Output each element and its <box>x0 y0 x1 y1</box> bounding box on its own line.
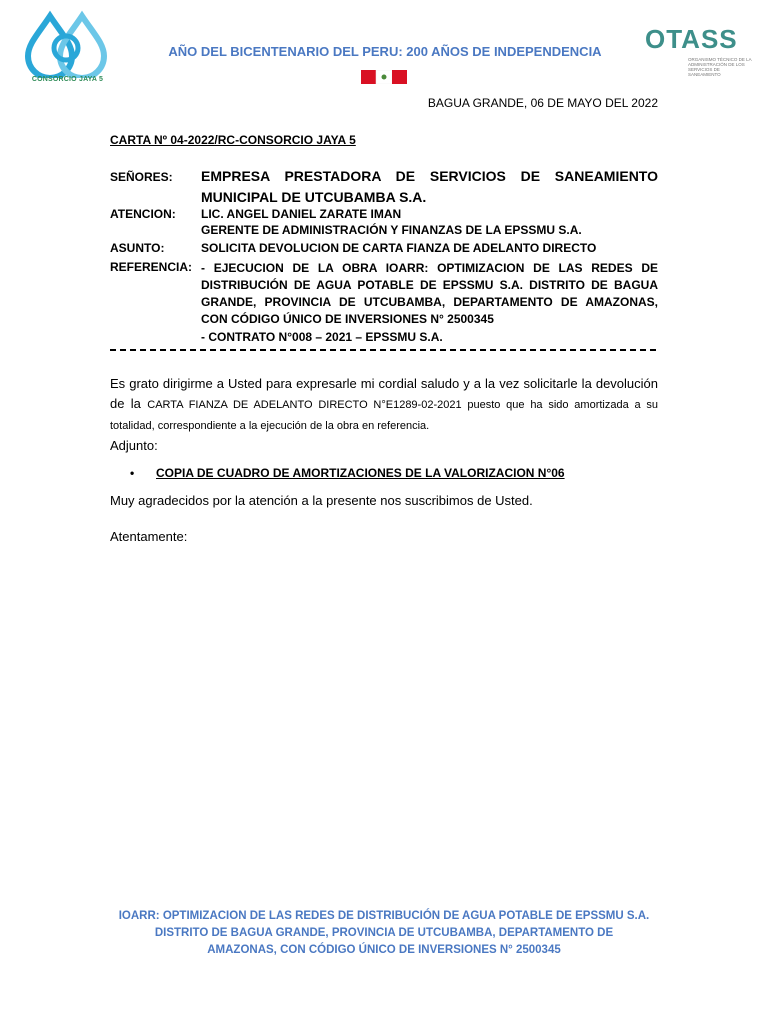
senores-value: EMPRESA PRESTADORA DE SERVICIOS DE SANEAMIENTO MUNICIPAL DE UTCUBAMBA S.A. <box>201 168 658 205</box>
senores-row <box>110 166 658 210</box>
body-part-3: puesto que ha sido amortizada a su totalidad, correspondiente a la ejecución de la obra en referencia. <box>110 399 659 432</box>
referencia-contrato: - CONTRATO N°008 – 2021 – EPSSMU S.A. <box>201 330 443 344</box>
closing-text: Muy agradecidos por la atención a la presente nos suscribimos de Usted. <box>110 493 533 508</box>
carta-number: CARTA Nº 04-2022/RC-CONSORCIO JAYA 5 <box>110 133 356 147</box>
date-line: BAGUA GRANDE, 06 DE MAYO DEL 2022 <box>427 96 658 110</box>
referencia-row <box>110 260 658 346</box>
footer-line-2: DISTRITO DE BAGUA GRANDE, PROVINCIA DE UTCUBAMBA, DEPARTAMENTO DE <box>154 927 614 939</box>
atencion-role: GERENTE DE ADMINISTRACIÓN Y FINANZAS DE LA EPSSMU S.A. <box>201 223 582 237</box>
body-paragraph <box>110 374 658 436</box>
water-drop-icon <box>20 8 115 78</box>
senores-label: SEÑORES: <box>110 170 173 184</box>
carta-fianza-ref: CARTA FIANZA DE ADELANTO DIRECTO N°E1289-02-2021 <box>147 399 462 411</box>
otass-logo <box>640 24 752 84</box>
referencia-label: REFERENCIA: <box>110 260 193 274</box>
atencion-row <box>110 207 658 241</box>
atencion-name: LIC. ANGEL DANIEL ZARATE IMAN <box>201 207 402 221</box>
footer-line-1: IOARR: OPTIMIZACION DE LAS REDES DE DISTRIBUCIÓN DE AGUA POTABLE DE EPSSMU S.A. <box>118 910 650 922</box>
body-part-1: Es grato dirigirme a Usted para expresarle mi cordial saludo y a la vez solicitarle la devolución de la <box>110 376 658 411</box>
header-title: AÑO DEL BICENTENARIO DEL PERU: 200 AÑOS DE INDEPENDENCIA <box>168 44 602 59</box>
otass-logo-word: OTASS <box>645 24 738 54</box>
atencion-label: ATENCION: <box>110 207 176 221</box>
asunto-row <box>110 241 658 258</box>
footer <box>90 908 678 959</box>
attachment-item: COPIA DE CUADRO DE AMORTIZACIONES DE LA VALORIZACION N°06 <box>156 466 565 480</box>
asunto-label: ASUNTO: <box>110 241 165 255</box>
referencia-value: - EJECUCION DE LA OBRA IOARR: OPTIMIZACION DE LAS REDES DE DISTRIBUCIÓN DE AGUA POTABLE DE EPSSMU S.A. DISTRITO DE BAGUA GRANDE, PROVINCIA DE UTCUBAMBA, DEPARTAMENTO DE AMAZONAS, CON CÓDIGO ÚNICO DE INVERSIONES N° 2500345 <box>201 261 658 326</box>
otass-logo-subtitle: ORGANISMO TÉCNICO DE LA ADMINISTRACIÓN DE LOS SERVICIOS DE SANEAMIENTO <box>688 57 752 77</box>
signoff-text: Atentamente: <box>110 529 188 544</box>
consorcio-jaya-logo <box>20 8 115 90</box>
peru-flag-icon <box>361 70 407 89</box>
footer-line-3: AMAZONAS, CON CÓDIGO ÚNICO DE INVERSIONES N° 2500345 <box>207 944 561 956</box>
bullet-icon: • <box>130 466 135 480</box>
dashed-separator <box>110 349 656 351</box>
logo-caption: CONSORCIO JAYA 5 <box>31 76 104 83</box>
asunto-value: SOLICITA DEVOLUCION DE CARTA FIANZA DE ADELANTO DIRECTO <box>201 241 597 255</box>
adjunto-label: Adjunto: <box>110 438 158 453</box>
